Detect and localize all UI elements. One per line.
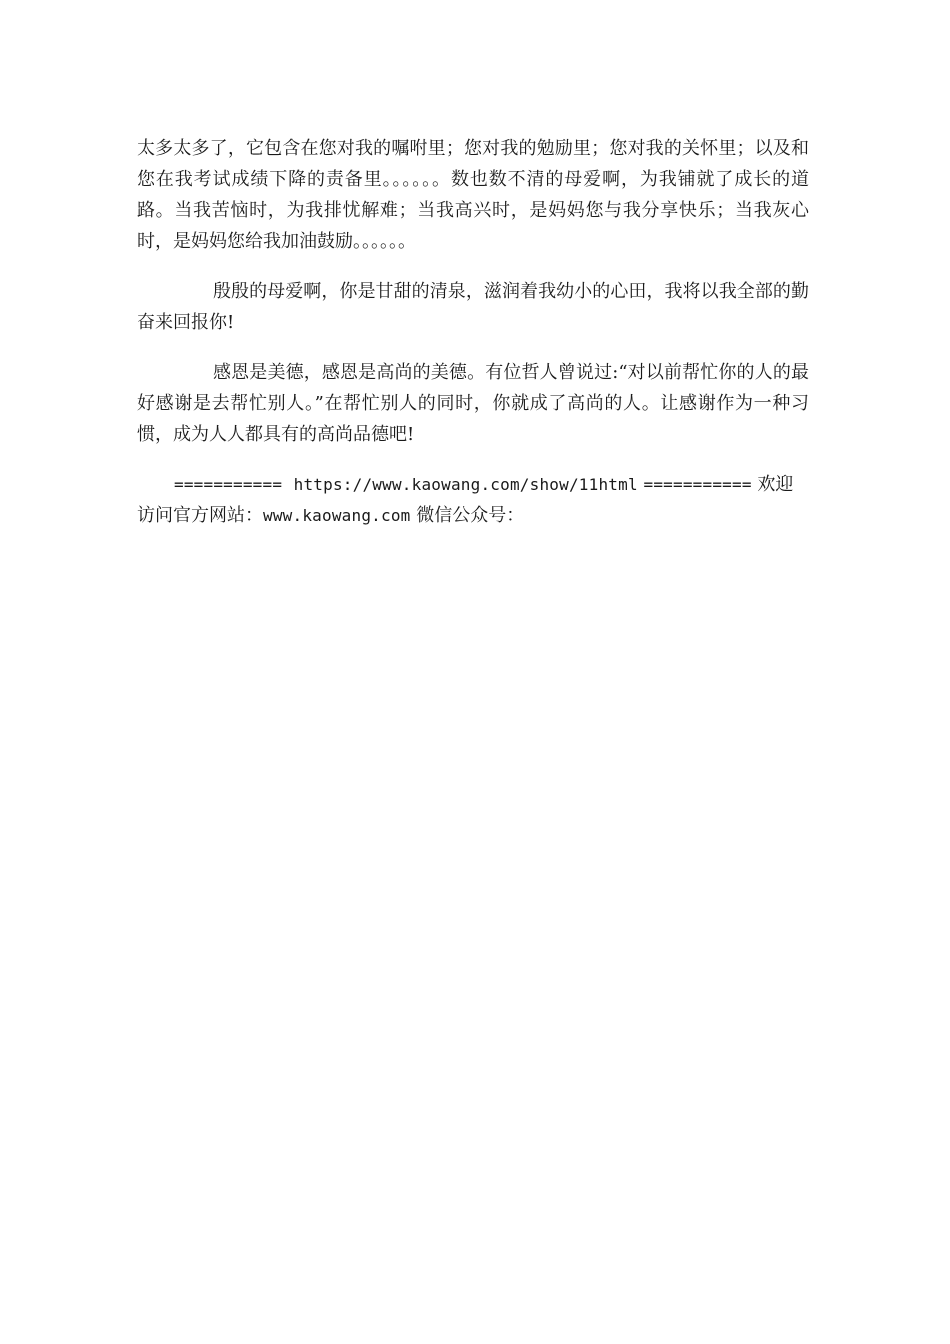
footer-wechat-label: 微信公众号： [416, 505, 525, 526]
footer-separator-left: =========== [174, 475, 283, 494]
paragraph-mothers-love: 太多太多了，它包含在您对我的嘱咐里；您对我的勉励里；您对我的关怀里；以及和您在我考试成绩下降的责备里。。。。。。数也数不清的母爱啊，为我铺就了成长的道路。当我苦恼时，为我排忧解难；当我高兴时，是妈妈您与我分享快乐；当我灰心时，是妈妈您给我加油鼓励。。。。。。 [137, 138, 809, 252]
paragraph-gratitude: 感恩是美德，感恩是高尚的美德。有位哲人曾说过:“对以前帮忙你的人的最好感谢是去帮忙别人。”在帮忙别人的同时，你就成了高尚的人。让感谢作为一种习惯，成为人人都具有的高尚品德吧! [137, 362, 809, 445]
footer-site-link[interactable]: www.kaowang.com [263, 506, 411, 525]
footer-url-link[interactable]: https://www.kaowang.com/show/11html [293, 475, 638, 494]
footer-separator-right: =========== [643, 475, 752, 494]
footer-note [137, 469, 809, 531]
paragraph-clear-spring: 殷殷的母爱啊，你是甘甜的清泉，滋润着我幼小的心田，我将以我全部的勤奋来回报你! [137, 281, 809, 333]
document-body [137, 133, 809, 531]
footer-welcome-text: 欢迎访问官方网站： [137, 474, 794, 526]
